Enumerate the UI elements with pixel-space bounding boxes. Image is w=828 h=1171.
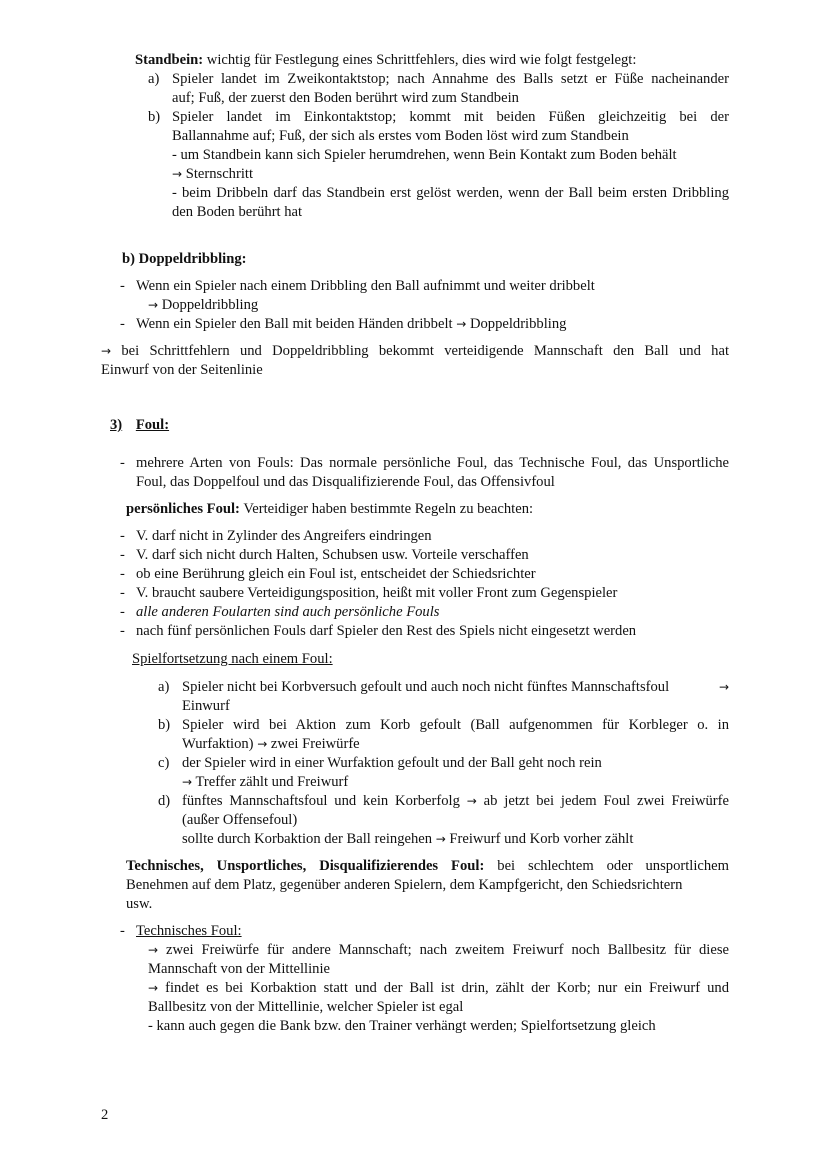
personal-foul-paragraph <box>126 500 533 519</box>
rule-item: nach fünf persönlichen Fouls darf Spieler den Rest des Spiels nicht eingesetzt werden <box>136 623 637 639</box>
dash-bullet: - <box>120 623 125 639</box>
doppeldribbling-item1-line2 <box>148 296 258 315</box>
tech-intro-line3: usw. <box>126 896 153 912</box>
doppeldribbling-note-text: bei Schrittfehlern und Doppeldribbling bekommt verteidigende Mannschaft den Ball und hat <box>121 343 729 359</box>
sternschritt-label: Sternschritt <box>185 166 254 182</box>
arrow-icon: → <box>148 981 159 995</box>
cont-c-result: Treffer zählt und Freiwurf <box>195 774 349 790</box>
arrow-icon: → <box>257 737 268 751</box>
rule-item: ob eine Berührung gleich ein Foul ist, entscheidet der Schiedsrichter <box>136 566 536 582</box>
cont-b-result: zwei Freiwürfe <box>270 736 360 752</box>
tech-line5: - kann auch gegen die Bank bzw. den Trainer verhängt werden; Spielfortsetzung gleich <box>148 1018 656 1034</box>
tech-line3-text: findet es bei Korbaktion statt und der Ball ist drin, zählt der Korb; nur ein Freiwurf und <box>165 980 729 996</box>
cont-a-line1 <box>182 678 729 697</box>
rule-item: V. darf sich nicht durch Halten, Schubsen usw. Vorteile verschaffen <box>136 547 529 563</box>
doppeldribbling-note-line1 <box>101 342 729 361</box>
list-marker: b) <box>148 109 161 125</box>
cont-c-line2 <box>182 773 348 792</box>
cont-b-line1: Spieler wird bei Aktion zum Korb gefoult (Ball aufgenommen für Korbleger o. in <box>182 717 729 733</box>
standbein-a-line1: Spieler landet im Zweikontaktstop; nach Annahme des Balls setzt er Füße nacheinander <box>172 71 729 87</box>
arrow-icon: → <box>172 167 183 181</box>
tech-line2: Mannschaft von der Mittellinie <box>148 961 330 977</box>
doppeldribbling-item2-tail: Doppeldribbling <box>469 316 567 332</box>
cont-a-text: Spieler nicht bei Korbversuch gefoult und auch noch nicht fünftes Mannschaftsfoul <box>182 679 670 695</box>
tech-intro-text: bei schlechtem oder unsportlichem <box>497 858 729 874</box>
doppeldribbling-note-line2: Einwurf von der Seitenlinie <box>101 362 263 378</box>
cont-b-text: Wurfaktion) <box>182 736 254 752</box>
doppeldribbling-label: Doppeldribbling <box>161 297 259 313</box>
doppeldribbling-item2-text: Wenn ein Spieler den Ball mit beiden Händen dribbelt <box>136 316 453 332</box>
tech-intro-line2: Benehmen auf dem Platz, gegenüber anderen Spielern, dem Kampfgericht, den Schiedsrichtern <box>126 877 683 893</box>
tech-line1 <box>148 941 729 960</box>
rule-item: V. braucht saubere Verteidigungsposition, heißt mit voller Front zum Gegenspieler <box>136 585 618 601</box>
foul-heading: Foul: <box>135 417 170 433</box>
doppeldribbling-heading: b) Doppeldribbling: <box>122 251 247 267</box>
personal-foul-heading: persönliches Foul: <box>126 501 240 517</box>
rule-item: V. darf nicht in Zylinder des Angreifers eindringen <box>136 528 432 544</box>
arrow-icon: → <box>182 775 193 789</box>
dash-bullet: - <box>120 528 125 544</box>
cont-d-line3 <box>182 830 633 849</box>
arrow-icon: → <box>435 832 446 846</box>
technical-foul-label: Technisches Foul: <box>136 923 242 939</box>
cont-d-line3-text: sollte durch Korbaktion der Ball reingehen <box>182 831 433 847</box>
list-marker: d) <box>158 793 171 809</box>
arrow-icon: → <box>456 317 467 331</box>
arrow-icon: → <box>718 680 729 694</box>
arrow-icon: → <box>466 794 477 808</box>
cont-a-line2: Einwurf <box>182 698 230 714</box>
standbein-paragraph <box>135 51 636 70</box>
section-number: 3) <box>110 417 123 433</box>
tech-line4: Ballbesitz von der Mittellinie, welcher Spieler ist egal <box>148 999 464 1015</box>
list-marker: a) <box>148 71 160 87</box>
standbein-b-line3: - um Standbein kann sich Spieler herumdrehen, wenn Bein Kontakt zum Boden behält <box>172 147 677 163</box>
dash-bullet: - <box>120 316 125 332</box>
cont-d-line2: (außer Offensefoul) <box>182 812 298 828</box>
cont-d-text: fünftes Mannschaftsfoul und kein Korberfolg <box>182 793 460 809</box>
continuation-heading: Spielfortsetzung nach einem Foul: <box>132 651 333 667</box>
dash-bullet: - <box>120 278 125 294</box>
arrow-icon: → <box>148 298 159 312</box>
standbein-b-line2: Ballannahme auf; Fuß, der sich als erstes vom Boden löst wird zum Standbein <box>172 128 629 144</box>
cont-c-line1: der Spieler wird in einer Wurfaktion gefoult und der Ball geht noch rein <box>182 755 602 771</box>
standbein-b-line1: Spieler landet im Einkontaktstop; kommt mit beiden Füßen gleichzeitig bei der <box>172 109 729 125</box>
list-marker: b) <box>158 717 171 733</box>
standbein-b-line6: den Boden berührt hat <box>172 204 303 220</box>
dash-bullet: - <box>120 604 125 620</box>
rule-item: alle anderen Foularten sind auch persönliche Fouls <box>136 604 440 620</box>
standbein-b-line4 <box>172 165 253 184</box>
tech-heading: Technisches, Unsportliches, Disqualifizierendes Foul: <box>126 858 485 874</box>
foul-intro-line2: Foul, das Doppelfoul und das Disqualifizierende Foul, das Offensivfoul <box>136 474 555 490</box>
dash-bullet: - <box>120 923 125 939</box>
dash-bullet: - <box>120 547 125 563</box>
standbein-intro: wichtig für Festlegung eines Schrittfehlers, dies wird wie folgt festgelegt: <box>206 52 637 68</box>
doppeldribbling-item1-line1: Wenn ein Spieler nach einem Dribbling den Ball aufnimmt und weiter dribbelt <box>136 278 595 294</box>
personal-foul-intro: Verteidiger haben bestimmte Regeln zu beachten: <box>243 501 534 517</box>
dash-bullet: - <box>120 455 125 471</box>
list-marker: a) <box>158 679 170 695</box>
cont-d-line3-result: Freiwurf und Korb vorher zählt <box>449 831 634 847</box>
foul-section-heading <box>110 416 169 435</box>
tech-intro-line1 <box>126 857 729 876</box>
cont-d-result: ab jetzt bei jedem Foul zwei Freiwürfe <box>483 793 729 809</box>
dash-bullet: - <box>120 585 125 601</box>
tech-line3 <box>148 979 729 998</box>
dash-bullet: - <box>120 566 125 582</box>
cont-d-line1 <box>182 792 729 811</box>
arrow-icon: → <box>148 943 159 957</box>
standbein-b-line5: - beim Dribbeln darf das Standbein erst gelöst werden, wenn der Ball beim ersten Dribbling <box>172 185 729 201</box>
doppeldribbling-item2 <box>136 315 566 334</box>
foul-intro-line1: mehrere Arten von Fouls: Das normale persönliche Foul, das Technische Foul, das Unsportliche <box>136 455 729 471</box>
tech-line1-text: zwei Freiwürfe für andere Mannschaft; nach zweitem Freiwurf noch Ballbesitz für diese <box>166 942 729 958</box>
page-number: 2 <box>101 1107 109 1123</box>
standbein-a-line2: auf; Fuß, der zuerst den Boden berührt wird zum Standbein <box>172 90 519 106</box>
arrow-icon: → <box>101 344 112 358</box>
cont-b-line2 <box>182 735 360 754</box>
list-marker: c) <box>158 755 170 771</box>
standbein-heading: Standbein: <box>135 52 204 68</box>
